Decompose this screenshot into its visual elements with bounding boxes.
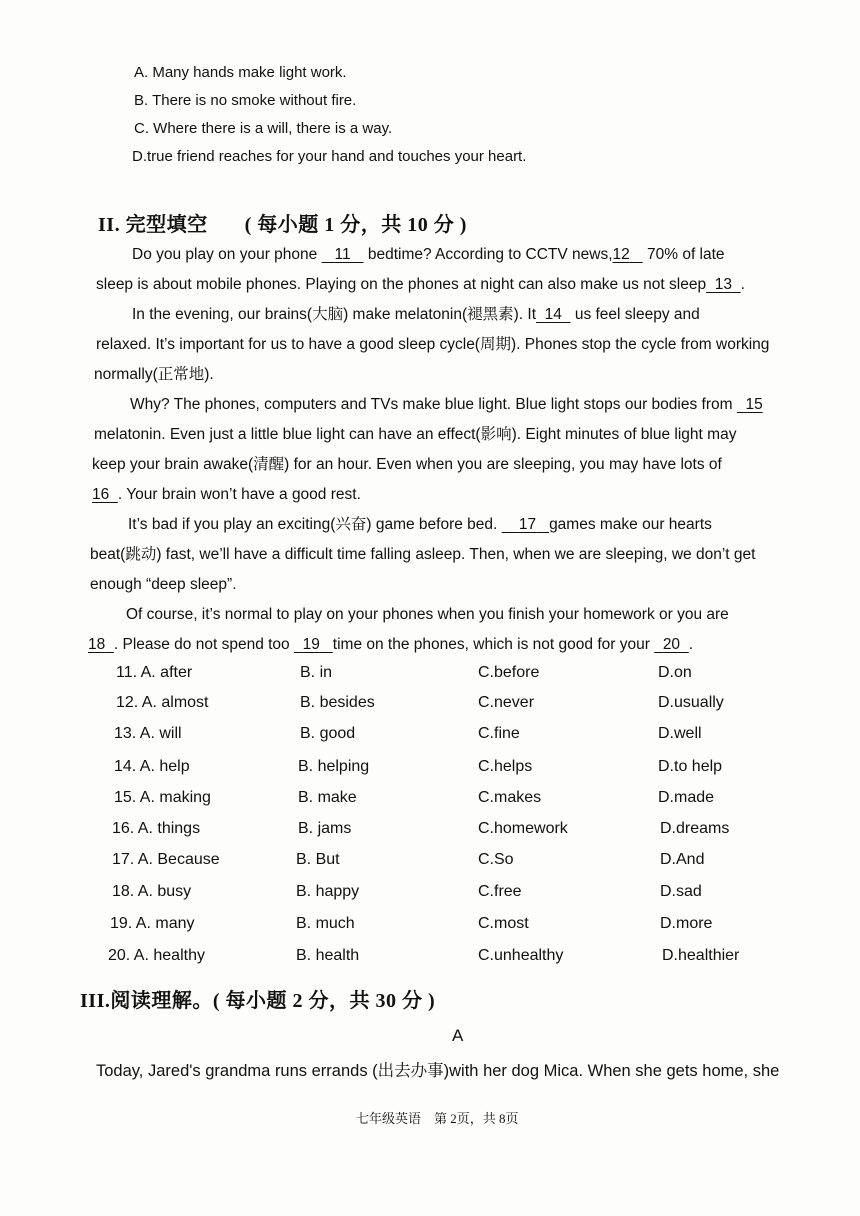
passage-text: . bbox=[740, 276, 745, 293]
question-option-c: C.homework bbox=[478, 820, 568, 837]
passage-text: Do you play on your phone bbox=[132, 246, 318, 263]
question-option-c: C.fine bbox=[478, 725, 520, 742]
blank-16 bbox=[92, 480, 118, 511]
option-a: A. Many hands make light work. bbox=[134, 64, 347, 81]
question-option-d: D.And bbox=[660, 851, 705, 868]
blank-15 bbox=[737, 390, 763, 421]
passage-line: normally(正常地). bbox=[94, 366, 214, 383]
blank-number: 19 bbox=[302, 636, 320, 653]
question-option-b: B. But bbox=[296, 851, 340, 868]
blank-12 bbox=[613, 240, 643, 271]
passage-text: time on the phones, which is not good for your bbox=[332, 636, 650, 653]
question-row bbox=[0, 820, 860, 851]
question-option-c: C.helps bbox=[478, 758, 533, 775]
question-option-a: 18. A. busy bbox=[112, 883, 192, 900]
question-option-c: C.most bbox=[478, 915, 529, 932]
passage-text: It’s bad if you play an exciting(兴奋) game before bed. bbox=[128, 516, 498, 533]
passage-line bbox=[132, 240, 725, 271]
question-option-b: B. helping bbox=[298, 758, 370, 775]
question-option-d: D.on bbox=[658, 664, 692, 681]
question-option-a: 13. A. will bbox=[114, 725, 182, 742]
question-option-a: 12. A. almost bbox=[116, 694, 209, 711]
question-option-a: 11. A. after bbox=[116, 664, 193, 681]
question-option-a: 14. A. help bbox=[114, 758, 190, 775]
question-row bbox=[0, 694, 860, 725]
passage-text: Why? The phones, computers and TVs make blue light. Blue light stops our bodies from bbox=[130, 396, 733, 413]
question-row bbox=[0, 664, 860, 695]
blank-19 bbox=[294, 630, 333, 661]
blank-20 bbox=[654, 630, 689, 661]
section-2-title: II. 完型填空 bbox=[98, 214, 208, 236]
section-3-score: ( 每小题 2 分，共 30 分 ) bbox=[212, 990, 436, 1012]
question-option-d: D.more bbox=[660, 915, 713, 932]
blank-14 bbox=[536, 300, 571, 331]
passage-line bbox=[132, 300, 700, 331]
question-option-b: B. besides bbox=[300, 694, 375, 711]
passage-label: A bbox=[452, 1026, 464, 1045]
question-row bbox=[0, 725, 860, 756]
passage-text: us feel sleepy and bbox=[574, 306, 700, 323]
question-option-c: C.So bbox=[478, 851, 514, 868]
question-option-d: D.to help bbox=[658, 758, 723, 775]
section-2-heading bbox=[98, 208, 467, 237]
question-option-b: B. jams bbox=[298, 820, 352, 837]
passage-line: melatonin. Even just a little blue light can have an effect(影响). Eight minutes of blue light may bbox=[94, 426, 737, 443]
passage-line: keep your brain awake(清醒) for an hour. Even when you are sleeping, you may have lots of bbox=[92, 456, 722, 473]
question-option-b: B. happy bbox=[296, 883, 360, 900]
question-option-b: B. in bbox=[300, 664, 333, 681]
question-option-d: D.well bbox=[658, 725, 702, 742]
blank-number: 14 bbox=[544, 306, 562, 323]
passage-text: bedtime? According to CCTV news, bbox=[367, 246, 613, 263]
passage-line bbox=[130, 390, 763, 421]
passage-text: 70% of late bbox=[647, 246, 725, 263]
passage-text: . Please do not spend too bbox=[113, 636, 290, 653]
question-option-a: 17. A. Because bbox=[112, 851, 220, 868]
question-row bbox=[0, 758, 860, 789]
question-option-c: C.makes bbox=[478, 789, 542, 806]
blank-number: 18 bbox=[88, 636, 106, 653]
section-3-title: III.阅读理解。 bbox=[80, 990, 213, 1012]
passage-line: beat(跳动) fast, we’ll have a difficult time falling asleep. Then, when we are sleeping, we don’t get bbox=[90, 546, 756, 563]
question-option-c: C.unhealthy bbox=[478, 947, 564, 964]
question-option-d: D.sad bbox=[660, 883, 702, 900]
blank-number: 17 bbox=[518, 516, 537, 533]
question-option-d: D.dreams bbox=[660, 820, 730, 837]
option-c: C. Where there is a will, there is a way. bbox=[134, 120, 393, 137]
question-option-b: B. much bbox=[296, 915, 355, 932]
question-option-b: B. good bbox=[300, 725, 356, 742]
blank-number: 20 bbox=[662, 636, 681, 653]
question-row bbox=[0, 947, 860, 978]
reading-passage-first-line: Today, Jared's grandma runs errands (出去办事)with her dog Mica. When she gets home, she bbox=[96, 1062, 780, 1080]
passage-text: sleep is about mobile phones. Playing on the phones at night can also make us not sleep bbox=[96, 276, 707, 293]
question-option-c: C.free bbox=[478, 883, 522, 900]
section-3-heading bbox=[80, 984, 435, 1013]
passage-line: relaxed. It’s important for us to have a good sleep cycle(周期). Phones stop the cycle from working bbox=[96, 336, 770, 353]
question-row bbox=[0, 883, 860, 914]
question-row bbox=[0, 789, 860, 820]
passage-text: games make our hearts bbox=[549, 516, 712, 533]
passage-line bbox=[88, 630, 693, 661]
blank-number: 15 bbox=[745, 396, 763, 413]
blank-17 bbox=[502, 510, 549, 541]
passage-line bbox=[96, 270, 745, 301]
question-option-c: C.never bbox=[478, 694, 535, 711]
blank-11 bbox=[322, 240, 364, 271]
blank-18 bbox=[88, 630, 114, 661]
blank-13 bbox=[706, 270, 741, 301]
passage-line bbox=[92, 480, 361, 511]
question-option-b: B. make bbox=[298, 789, 357, 806]
option-d: D.true friend reaches for your hand and touches your heart. bbox=[132, 148, 527, 165]
section-2-score: ( 每小题 1 分，共 10 分 ) bbox=[244, 214, 467, 236]
question-option-a: 19. A. many bbox=[110, 915, 195, 932]
passage-text: . Your brain won’t have a good rest. bbox=[117, 486, 361, 503]
question-option-a: 20. A. healthy bbox=[108, 947, 205, 964]
passage-text: In the evening, our brains(大脑) make melatonin(褪黑素). It bbox=[132, 306, 537, 323]
page-footer: 七年级英语 第 2页，共 8页 bbox=[356, 1111, 519, 1126]
question-option-a: 15. A. making bbox=[114, 789, 211, 806]
question-option-d: D.healthier bbox=[662, 947, 740, 964]
passage-text: . bbox=[688, 636, 693, 653]
passage-line: enough “deep sleep”. bbox=[90, 576, 237, 593]
question-row bbox=[0, 851, 860, 882]
question-option-c: C.before bbox=[478, 664, 540, 681]
blank-number: 12 bbox=[612, 246, 630, 263]
blank-number: 11 bbox=[334, 246, 351, 263]
blank-number: 13 bbox=[714, 276, 732, 293]
passage-line: Of course, it’s normal to play on your phones when you finish your homework or you are bbox=[126, 606, 729, 623]
passage-line bbox=[128, 510, 712, 541]
question-option-b: B. health bbox=[296, 947, 360, 964]
option-b: B. There is no smoke without fire. bbox=[134, 92, 357, 109]
question-row bbox=[0, 915, 860, 946]
question-option-a: 16. A. things bbox=[112, 820, 201, 837]
blank-number: 16 bbox=[92, 486, 110, 503]
question-option-d: D.made bbox=[658, 789, 715, 806]
question-option-d: D.usually bbox=[658, 694, 724, 711]
